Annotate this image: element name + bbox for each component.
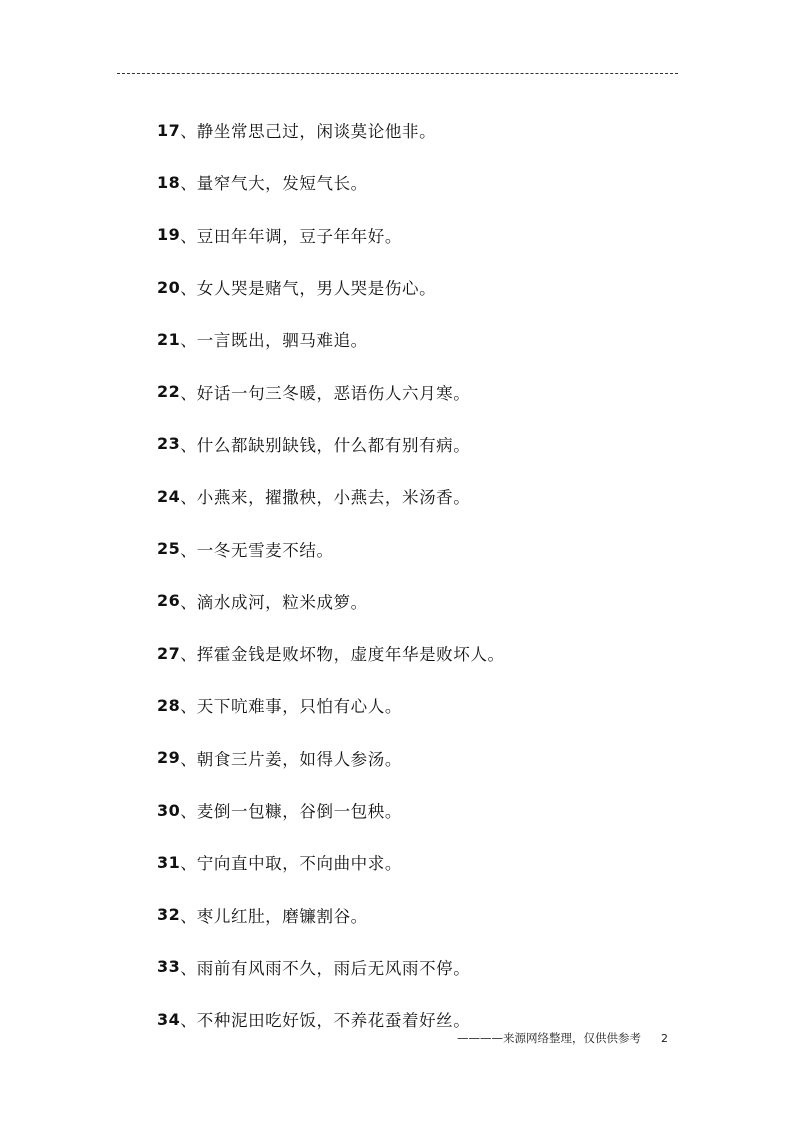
proverb-number: 33 [157, 957, 181, 977]
proverb-separator: 、 [180, 435, 197, 455]
proverb-list [157, 104, 697, 1045]
list-item [157, 836, 697, 888]
list-item [157, 104, 697, 156]
list-item [157, 679, 697, 731]
list-item [157, 522, 697, 574]
list-item [157, 261, 697, 313]
list-item [157, 209, 697, 261]
source-note: ————来源网络整理，仅供供参考 [457, 1031, 641, 1045]
proverb-separator: 、 [180, 645, 197, 665]
proverb-number: 18 [157, 172, 181, 192]
list-item [157, 732, 697, 784]
proverb-text: 一冬无雪麦不结。 [196, 540, 334, 560]
list-item [157, 627, 697, 679]
proverb-text: 挥霍金钱是败坏物，虚度年华是败坏人。 [196, 645, 505, 665]
list-item [157, 888, 697, 940]
list-item [157, 313, 697, 365]
list-item [157, 575, 697, 627]
proverb-number: 28 [157, 695, 181, 715]
proverb-separator: 、 [180, 331, 197, 351]
proverb-text: 量窄气大，发短气长。 [196, 174, 368, 194]
proverb-separator: 、 [180, 854, 197, 874]
list-item [157, 784, 697, 836]
proverb-number: 25 [157, 539, 181, 559]
header-divider [117, 73, 678, 74]
proverb-text: 麦倒一包糠，谷倒一包秧。 [196, 802, 402, 821]
proverb-text: 雨前有风雨不久，雨后无风雨不停。 [196, 958, 471, 978]
proverb-text: 枣儿红肚，磨镰割谷。 [196, 906, 368, 926]
proverb-separator: 、 [180, 906, 197, 926]
proverb-text: 一言既出，驷马难追。 [196, 331, 368, 351]
proverb-number: 21 [157, 329, 181, 349]
proverb-number: 34 [157, 1009, 181, 1029]
proverb-separator: 、 [180, 749, 197, 769]
proverb-text: 什么都缺别缺钱，什么都有别有病。 [196, 435, 471, 455]
proverb-text: 豆田年年调，豆子年年好。 [196, 226, 402, 246]
proverb-number: 27 [157, 643, 181, 663]
proverb-text: 女人哭是赌气，男人哭是伤心。 [196, 279, 437, 299]
proverb-number: 30 [157, 800, 181, 820]
proverb-number: 22 [157, 382, 181, 402]
list-item [157, 470, 697, 522]
proverb-separator: 、 [180, 958, 197, 978]
proverb-text: 好话一句三冬暖，恶语伤人六月寒。 [196, 383, 471, 403]
proverb-text: 宁向直中取，不向曲中求。 [196, 854, 402, 874]
proverb-separator: 、 [180, 592, 197, 612]
list-item [157, 941, 697, 993]
proverb-separator: 、 [180, 540, 197, 560]
proverb-number: 26 [157, 591, 181, 611]
proverb-separator: 、 [180, 122, 197, 142]
page-number: 2 [661, 1031, 668, 1045]
proverb-number: 19 [157, 225, 181, 245]
proverb-text: 朝食三片姜，如得人参汤。 [196, 749, 402, 769]
proverb-number: 20 [157, 277, 181, 297]
proverb-number: 23 [157, 434, 181, 454]
proverb-separator: 、 [180, 697, 197, 717]
proverb-separator: 、 [180, 279, 197, 299]
list-item [157, 418, 697, 470]
proverb-separator: 、 [180, 1011, 197, 1031]
proverb-text: 小燕来，擢撒秧，小燕去，米汤香。 [196, 488, 471, 508]
proverb-number: 32 [157, 905, 181, 925]
list-item [157, 365, 697, 417]
proverb-number: 29 [157, 748, 181, 768]
proverb-separator: 、 [180, 226, 197, 246]
proverb-number: 17 [157, 120, 181, 140]
proverb-number: 31 [157, 852, 181, 872]
proverb-separator: 、 [180, 174, 197, 194]
proverb-separator: 、 [180, 383, 197, 403]
proverb-text: 滴水成河，粒米成箩。 [196, 592, 368, 612]
proverb-separator: 、 [180, 488, 197, 508]
page-footer [457, 1029, 687, 1047]
list-item [157, 156, 697, 208]
proverb-number: 24 [157, 486, 181, 506]
proverb-text: 不种泥田吃好饭，不养花蚕着好丝。 [196, 1011, 471, 1031]
proverb-text: 天下吭难事，只怕有心人。 [196, 697, 402, 717]
proverb-separator: 、 [180, 802, 197, 821]
proverb-text: 静坐常思己过，闲谈莫论他非。 [196, 122, 437, 142]
